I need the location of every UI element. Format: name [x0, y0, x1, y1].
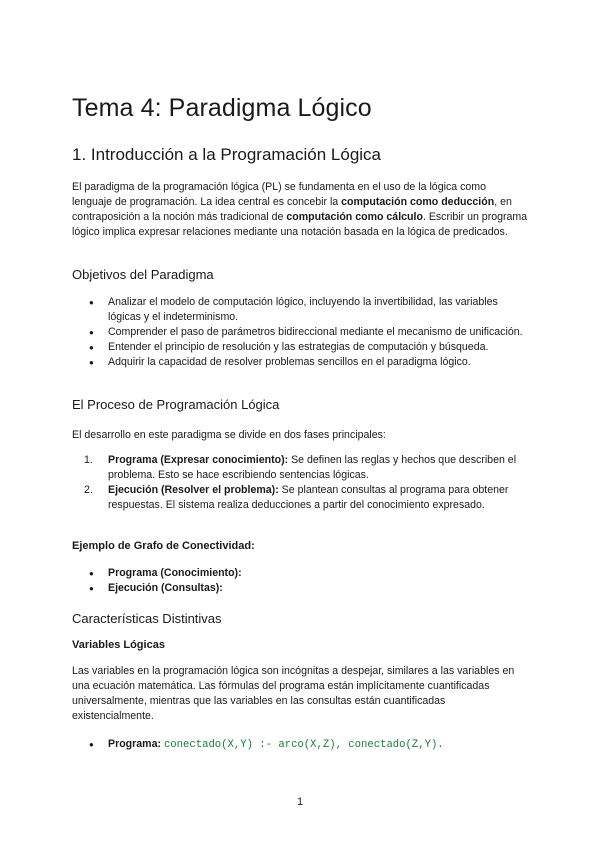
caracteristicas-heading: Características Distintivas	[72, 611, 222, 626]
step-number: 1.	[84, 454, 93, 466]
proceso-steps	[72, 453, 528, 513]
ejemplo-list	[72, 566, 528, 596]
programa-code: conectado(X,Y) :- arco(X,Z), conectado(Z,Y).	[163, 739, 444, 751]
step-text: Se definen las reglas y hechos que describen el problema. Esto se hace escribiendo sentencias lógicas.	[108, 454, 517, 481]
step-text: Se plantean consultas al programa para obtener respuestas. El sistema realiza deducciones a partir del conocimiento expresado.	[108, 484, 509, 511]
step-title: Programa (Expresar conocimiento):	[108, 454, 289, 466]
list-item: ● Entender el principio de resolución y las estrategias de computación y búsqueda.	[72, 340, 528, 355]
programa-list	[72, 737, 528, 753]
section-heading-intro: 1. Introducción a la Programación Lógica	[72, 145, 382, 164]
page-number: 1	[296, 796, 304, 808]
list-item: ● Adquirir la capacidad de resolver problemas sencillos en el paradigma lógico.	[72, 355, 528, 370]
step-title: Ejecución (Resolver el problema):	[108, 484, 279, 496]
list-item	[72, 737, 528, 753]
objetivos-heading: Objetivos del Paradigma	[72, 267, 214, 282]
list-item: ● Ejecución (Consultas):	[72, 581, 528, 596]
list-item: ● Comprender el paso de parámetros bidireccional mediante el mecanismo de unificación.	[72, 325, 528, 340]
objetivos-list	[72, 295, 528, 370]
intro-bold-calculo: computación como cálculo	[286, 211, 423, 223]
list-item	[72, 453, 528, 483]
intro-paragraph	[72, 180, 528, 240]
proceso-intro: El desarrollo en este paradigma se divide en dos fases principales:	[72, 429, 386, 441]
page-title: Tema 4: Paradigma Lógico	[72, 94, 372, 122]
programa-label: Programa:	[108, 738, 161, 750]
step-number: 2.	[84, 484, 93, 496]
intro-text-1: El paradigma de la programación lógica (PL) se fundamenta en el uso de la lógica como lenguaje de programación. La idea central es concebir la	[72, 181, 486, 208]
intro-bold-deduccion: computación como deducción	[341, 196, 495, 208]
variables-heading: Variables Lógicas	[72, 639, 165, 651]
list-item: ● Programa (Conocimiento):	[72, 566, 528, 581]
list-item: ● Analizar el modelo de computación lógico, incluyendo la invertibilidad, las variables lógicas y el indeterminismo.	[72, 295, 528, 325]
list-item	[72, 483, 528, 513]
proceso-heading: El Proceso de Programación Lógica	[72, 397, 280, 412]
variables-paragraph: Las variables en la programación lógica son incógnitas a despejar, similares a las variables en una ecuación matemática. Las fórmulas del programa están implícitamente cuantificadas universalmente, mientras que las variables en las consultas están cuantificadas existencialmente.	[72, 665, 515, 722]
intro-text-2: , en contraposición a la noción más tradicional de	[72, 196, 512, 223]
ejemplo-heading: Ejemplo de Grafo de Conectividad:	[72, 540, 255, 552]
intro-text-3: . Escribir un programa lógico implica expresar relaciones mediante una notación basada en la lógica de predicados.	[72, 211, 528, 238]
